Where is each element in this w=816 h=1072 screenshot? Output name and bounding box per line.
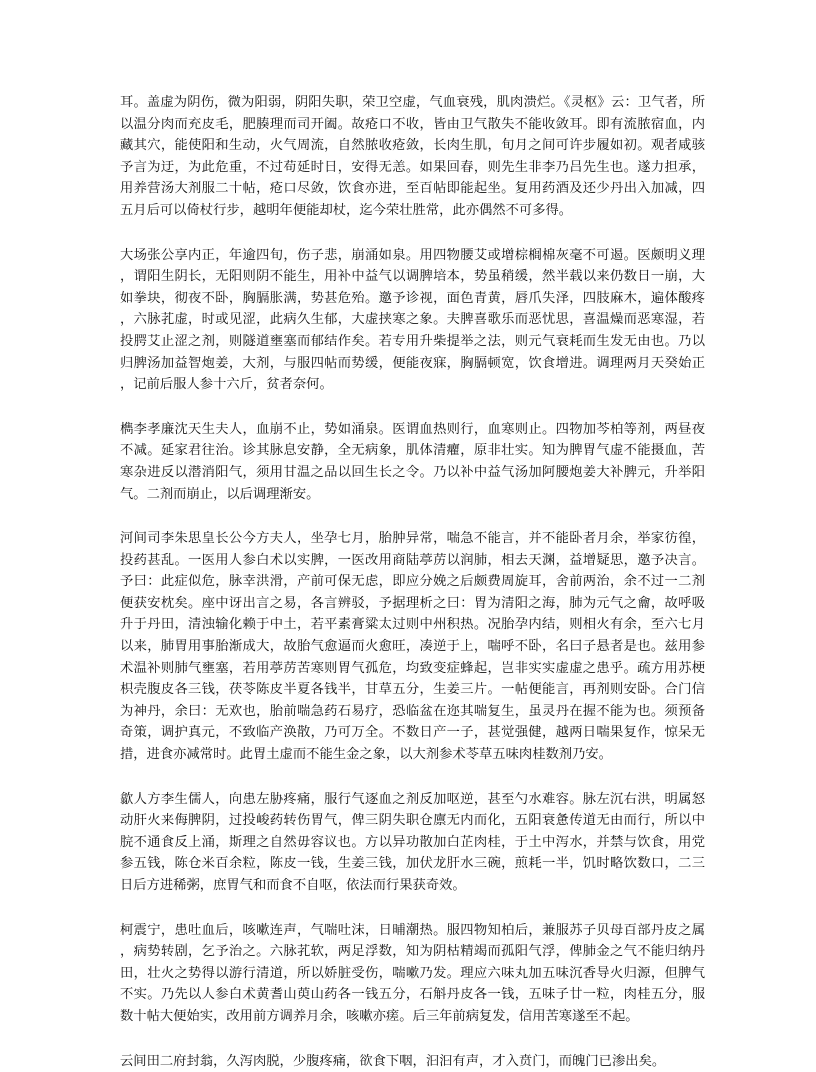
case-paragraph-6: 柯震宁，患吐血后，咳嗽连声，气喘吐沫，日晡潮热。服四物知柏后，兼服苏子贝母百部丹皮之属，病势转剧，乞予治之。六脉芤软，两足浮数，知为阴枯精竭而孤阳气浮，俾肺金之气不能归纳丹田，壮火之势得以游行清道，所以娇脏受伤，喘嗽乃发。理应六味丸加五味沉香导火归源，但脾气不实。乃先以人参白术黄耆山萸山药各一钱五分，石斛丹皮各一钱，五味子廿一粒，肉桂五分，服数十帖大便始实，改用前方调养月余，咳嗽亦瘥。后三年前病复发，信用苦寒遂至不起。 bbox=[120, 922, 705, 1024]
case-paragraph-4: 河间司李朱思皇长公今方夫人，坐孕七月，胎肿异常，喘急不能言，并不能卧者月余，举家彷徨，投药甚乱。一医用人参白术以实脾，一医改用商陆葶苈以润肺，相去天渊，益增疑思，邀予决言。予曰：此症似危，脉幸洪滑，产前可保无虑，即应分娩之后颇费周旋耳，舍前两治，余不过一二剂便获安枕矣。座中讶出言之易，各言辨驳，予据理析之曰：胃为清阳之海，肺为元气之龠，故呼吸升于丹田，清浊输化赖于中土，若平素膏粱太过则中州积热。况胎孕内结，则相火有余，至六七月以来，肺胃用事胎渐成大，故胎气愈逼而火愈旺，凑逆于上，喘呼不卧，名曰子悬者是也。兹用参术温补则肺气壅塞，若用葶苈苦寒则胃气孤危，均致变症蜂起，岂非实实虚虚之患乎。疏方用苏梗枳壳腹皮各三钱，茯苓陈皮半夏各钱半，甘草五分，生姜三片。一帖便能言，再剂则安卧。合门信为神丹，余曰：无欢也，胎前喘急药石易疗，恐临盆在迩其喘复生，虽灵丹在握不能为也。须预备奇策，调护真元，不致临产涣散，乃可万全。不数日产一子，甚觉强健，越两日喘果复作，惊呆无措，进食亦减常时。此胃土虚而不能生金之象，以大剂参术苓草五味肉桂数剂乃安。 bbox=[120, 531, 705, 763]
case-paragraph-1: 耳。盖虚为阴伤，微为阳弱，阴阳失职，荣卫空虚，气血衰残，肌肉溃烂。《灵枢》云：卫气者，所以温分肉而充皮毛，肥腠理而司开阖。故疮口不收，皆由卫气散失不能收敛耳。即有流脓宿血，内藏其穴，能使阳和生动，火气周流，自然脓收疮敛，长肉生肌，旬月之间可许步履如初。观者咸骇予言为迂，为此危重，不过苟延时日，安得无恙。如果回春，则先生非李乃吕先生也。遂力担承，用养营汤大剂服二十帖，疮口尽敛，饮食亦进，至百帖即能起坐。复用药酒及还少丹出入加减，四五月后可以倚杖行步，越明年便能却杖，迄今荣壮胜常，此亦偶然不可多得。 bbox=[120, 95, 705, 218]
case-paragraph-7: 云间田二府封翁，久泻肉脱，少腹疼痛，欲食下咽，汩汩有声，才入贲门，而魄门已渗出矣。 bbox=[120, 1053, 666, 1069]
document-page bbox=[120, 92, 705, 1072]
case-paragraph-5: 歙人方李生儒人，向患左胁疼痛，服行气逐血之剂反加呕逆，甚至勺水难容。脉左沉右洪，明属怒动肝火来侮脾阴，过投峻药转伤胃气，俾三阴失职仓廪无内而化，五阳衰惫传道无由而行，所以中脘不通食反上涌，斯理之自然毋容议也。方以异功散加白芷肉桂，于土中泻水，并禁与饮食，用党参五钱，陈仓米百余粒，陈皮一钱，生姜三钱，加伏龙肝水三碗，煎耗一半，饥时略饮数口，二三日后方进稀粥，庶胃气和而食不自呕，依法而行果获奇效。 bbox=[120, 791, 705, 893]
case-paragraph-2: 大场张公享内正，年逾四旬，伤子悲，崩涌如泉。用四物腰艾或增棕榈棉灰毫不可遏。医颇明义理，谓阳生阴长，无阳则阴不能生，用补中益气以调脾培本，势虽稍缓，然半载以来仍数日一崩，大如拳块，彻夜不卧，胸膈胀满，势甚危殆。邀予诊视，面色青黄，唇爪失泽，四肢麻木，遍体酸疼，六脉芤虚，时或见涩，此病久生郁，大虚挟寒之象。夫脾喜歌乐而恶忧思，喜温燥而恶寒湿，若投腭艾止涩之剂，则隧道壅塞而郁结作矣。若专用升柴提举之法，则元气衰耗而生发无由也。乃以归脾汤加益智炮姜，大剂，与服四帖而势缓，便能夜寐，胸膈顿宽，饮食增进。调理两月天癸始正，记前后服人参十六斤，贫者奈何。 bbox=[120, 247, 705, 393]
case-paragraph-3: 檇李孝廉沈天生夫人，血崩不止，势如涌泉。医谓血热则行，血寒则止。四物加芩柏等剂，两昼夜不减。延家君往治。诊其脉息安静，全无病象，肌体清癯，原非壮实。知为脾胃气虚不能摄血，苦寒杂进反以潜消阳气，须用甘温之品以回生长之令。乃以补中益气汤加阿腰炮姜大补脾元，升举阳气。二剂而崩止，以后调理渐安。 bbox=[120, 421, 705, 502]
